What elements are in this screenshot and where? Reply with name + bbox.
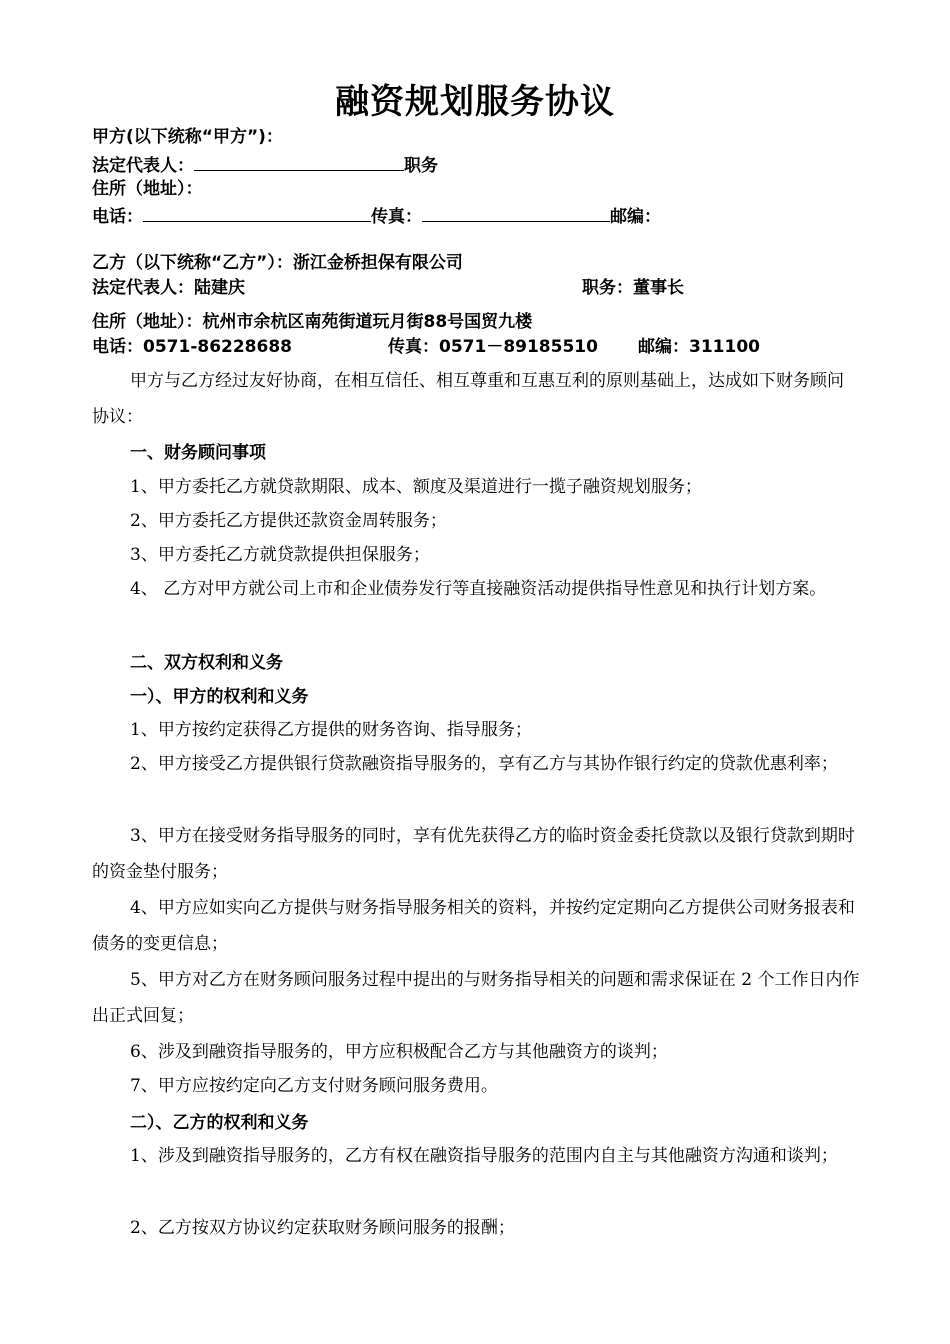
section2-sub2-heading: 二）、乙方的权利和义务 xyxy=(130,1113,309,1133)
party-a-position-label: 职务 xyxy=(404,156,438,176)
party-a-fax-blank xyxy=(422,203,610,222)
document-title: 融资规划服务协议 xyxy=(335,82,615,122)
party-b-heading: 乙方（以下统称“乙方”）：浙江金桥担保有限公司 xyxy=(92,253,463,273)
party-b-fax: 传真：0571－89185510 xyxy=(388,337,598,357)
sub1-item: 6、涉及到融资指导服务的，甲方应积极配合乙方与其他融资方的谈判； xyxy=(130,1042,668,1062)
party-a-phone-label: 电话： xyxy=(92,207,143,227)
sub1-item: 1、甲方按约定获得乙方提供的财务咨询、指导服务； xyxy=(130,720,532,740)
party-b-legal-rep: 法定代表人：陆建庆 xyxy=(92,278,245,298)
party-a-phone-blank xyxy=(143,203,371,222)
party-a-fax-label: 传真： xyxy=(371,207,422,227)
party-a-postcode-label: 邮编： xyxy=(610,207,661,227)
section2-heading: 二、双方权利和义务 xyxy=(130,653,283,673)
section1-heading: 一、财务顾问事项 xyxy=(130,443,266,463)
party-a-legal-rep-row xyxy=(92,152,438,177)
party-b-position: 职务：董事长 xyxy=(582,278,684,298)
party-a-heading: 甲方(以下统称“甲方”)： xyxy=(92,127,283,147)
section1-item: 3、甲方委托乙方就贷款提供担保服务； xyxy=(130,545,430,565)
party-a-address-label: 住所（地址）： xyxy=(92,179,203,199)
sub2-item: 2、乙方按双方协议约定获取财务顾问服务的报酬； xyxy=(130,1218,515,1238)
party-a-legal-rep-blank xyxy=(194,152,404,171)
section1-item: 4、 乙方对甲方就公司上市和企业债券发行等直接融资活动提供指导性意见和执行计划方案。 xyxy=(130,579,827,599)
sub1-item: 4、甲方应如实向乙方提供与财务指导服务相关的资料，并按约定定期向乙方提供公司财务报表和债务的变更信息； xyxy=(92,898,855,954)
section1-item: 2、甲方委托乙方提供还款资金周转服务； xyxy=(130,511,447,531)
party-b-phone: 电话：0571-86228688 xyxy=(92,337,292,357)
section1-item: 1、甲方委托乙方就贷款期限、成本、额度及渠道进行一揽子融资规划服务； xyxy=(130,477,702,497)
sub1-item: 7、甲方应按约定向乙方支付财务顾问服务费用。 xyxy=(130,1076,498,1096)
sub1-item: 5、甲方对乙方在财务顾问服务过程中提出的与财务指导相关的问题和需求保证在 2 个工作日内作出正式回复； xyxy=(92,970,860,1026)
party-b-address: 住所（地址）：杭州市余杭区南苑街道玩月街88号国贸九楼 xyxy=(92,312,533,332)
party-a-contact-row xyxy=(92,203,661,228)
sub2-item: 1、涉及到融资指导服务的，乙方有权在融资指导服务的范围内自主与其他融资方沟通和谈判； xyxy=(130,1146,838,1166)
section2-sub1-heading: 一）、甲方的权利和义务 xyxy=(130,687,309,707)
party-b-postcode: 邮编：311100 xyxy=(638,337,760,357)
sub1-item: 2、甲方接受乙方提供银行贷款融资指导服务的，享有乙方与其协作银行约定的贷款优惠利率； xyxy=(130,754,838,774)
party-a-legal-rep-label: 法定代表人： xyxy=(92,156,194,176)
intro-paragraph: 甲方与乙方经过友好协商，在相互信任、相互尊重和互惠互利的原则基础上，达成如下财务顾问协议： xyxy=(92,371,844,427)
sub1-item: 3、甲方在接受财务指导服务的同时，享有优先获得乙方的临时资金委托贷款以及银行贷款到期时的资金垫付服务； xyxy=(92,826,855,882)
